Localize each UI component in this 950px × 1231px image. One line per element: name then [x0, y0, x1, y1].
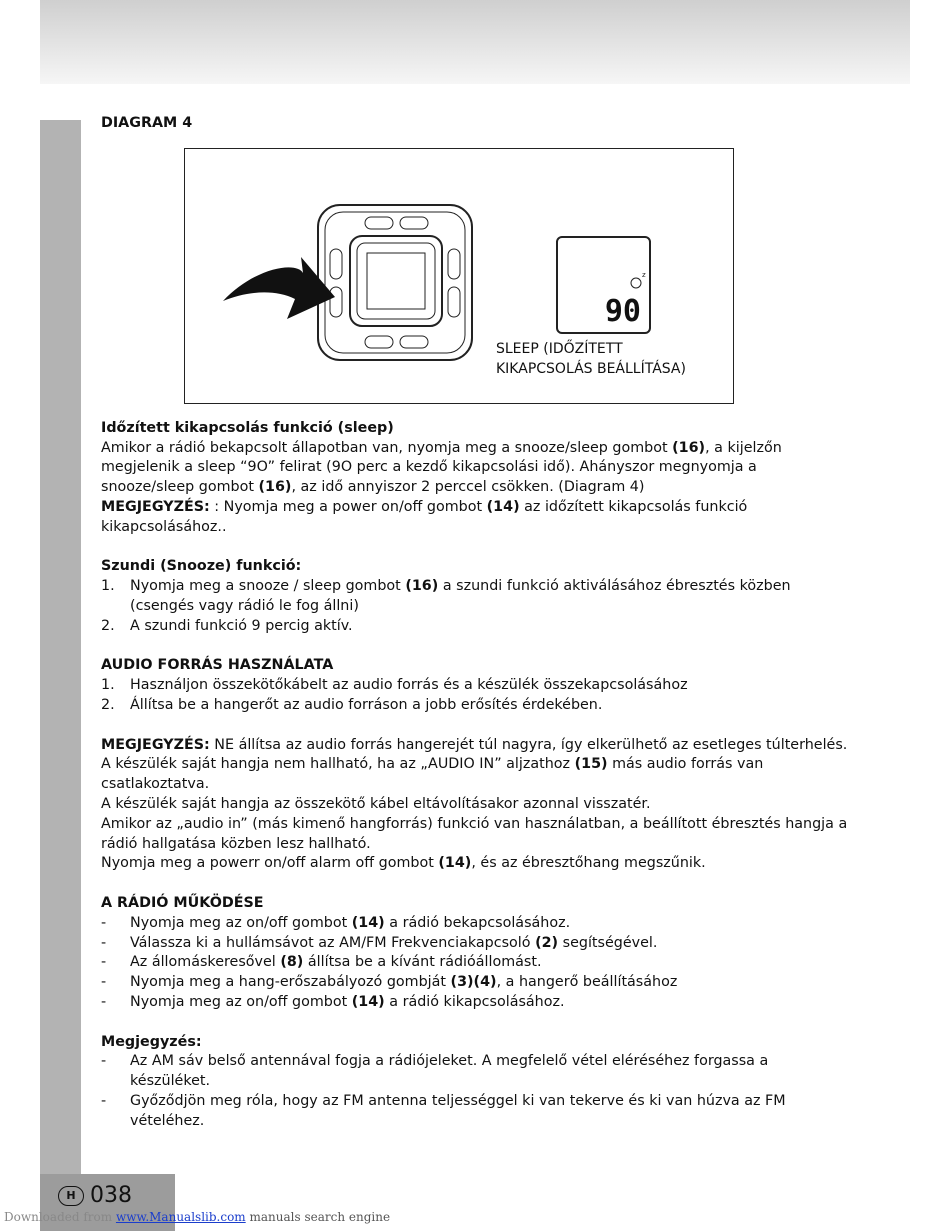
snooze-list — [101, 577, 851, 636]
footer-suffix: manuals search engine — [245, 1210, 391, 1224]
right-lower-button — [448, 287, 460, 317]
sleep-paragraph: Amikor a rádió bekapcsolt állapotban van, nyomja meg a snooze/sleep gombot (16), a kijelzőn megjelenik a sleep “9O” felirat (9O perc a kezdő kikapcsolási idő). Ahányszor megnyomja a snooze/sleep gombot (16), az idő annyiszor 2 perccel csökken. (Diagram 4) — [101, 439, 782, 496]
left-upper-button — [330, 249, 342, 279]
right-upper-button — [448, 249, 460, 279]
top-right-button — [400, 217, 428, 229]
audio-line-5: Nyomja meg a powerr on/off alarm off gombot (14), és az ébresztőhang megszűnik. — [101, 855, 706, 872]
sleep-note: MEGJEGYZÉS: : Nyomja meg a power on/off gombot (14) az időzített kikapcsolás funkció kikapcsolásához.. — [101, 498, 748, 535]
snooze-heading: Szundi (Snooze) funkció: — [101, 558, 302, 575]
language-badge: H — [58, 1186, 84, 1206]
clock-screen — [367, 253, 425, 309]
diagram-title: DIAGRAM 4 — [101, 115, 193, 131]
bottom-right-button — [400, 336, 428, 348]
bottom-left-button — [365, 336, 393, 348]
notes-list — [101, 1052, 851, 1131]
diagram-caption-line2: KIKAPCSOLÁS BEÁLLÍTÁSA) — [496, 360, 686, 377]
notes-heading: Megjegyzés: — [101, 1033, 202, 1050]
list-item: - Győződjön meg róla, hogy az FM antenna teljességgel ki van tekerve és ki van húzva az FM vételéhez. — [101, 1092, 786, 1129]
audio-heading: AUDIO FORRÁS HASZNÁLATA — [101, 657, 334, 674]
snooze-sleep-button — [330, 287, 342, 317]
diagram-caption — [496, 339, 686, 379]
lcd-value: 90 — [604, 293, 641, 329]
audio-line-3: A készülék saját hangja az összekötő kábel eltávolításakor azonnal visszatér. — [101, 795, 651, 812]
svg-text:z: z — [642, 270, 646, 279]
diagram-caption-line1: SLEEP (IDŐZÍTETT — [496, 340, 623, 357]
list-item: 2. A szundi funkció 9 percig aktív. — [101, 617, 353, 634]
audio-line-2: A készülék saját hangja nem hallható, ha az „AUDIO IN” aljzathoz (15) más audio forrás van csatlakoztatva. — [101, 756, 764, 793]
list-item: - Nyomja meg a hang-erőszabályozó gombját (3)(4), a hangerő beállításához — [101, 974, 678, 991]
list-item: - Nyomja meg az on/off gombot (14) a rádió bekapcsolásához. — [101, 914, 571, 931]
list-item: - Az állomáskeresővel (8) állítsa be a kívánt rádióállomást. — [101, 954, 542, 971]
audio-note: MEGJEGYZÉS: NE állítsa az audio forrás hangerejét túl nagyra, így elkerülhető az esetleges túlterhelés. — [101, 736, 848, 753]
audio-list — [101, 676, 851, 716]
header-band — [40, 0, 910, 84]
list-item: 2. Állítsa be a hangerőt az audio forráson a jobb erősítés érdekében. — [101, 696, 603, 713]
side-bar — [40, 120, 81, 1231]
audio-line-4: Amikor az „audio in” (más kimenő hangforrás) funkció van használatban, a beállított ébresztés hangja a rádió hallgatása közben lesz hallható. — [101, 815, 848, 852]
radio-heading: A RÁDIÓ MŰKÖDÉSE — [101, 894, 264, 911]
manualslib-link[interactable]: www.Manualslib.com — [115, 1210, 246, 1224]
top-left-button — [365, 217, 393, 229]
footer-prefix: Downloaded from — [4, 1210, 116, 1224]
list-item: - Az AM sáv belső antennával fogja a rádiójeleket. A megfelelő vétel eléréséhez forgassa a készüléket. — [101, 1053, 769, 1090]
list-item: - Válassza ki a hullámsávot az AM/FM Frekvenciakapcsoló (2) segítségével. — [101, 934, 658, 951]
list-item: 1. Használjon összekötőkábelt az audio forrás és a készülék összekapcsolásához — [101, 677, 688, 694]
diagram-4 — [184, 148, 734, 404]
list-item: - Nyomja meg az on/off gombot (14) a rádió kikapcsolásához. — [101, 993, 565, 1010]
list-item: 1. Nyomja meg a snooze / sleep gombot (16) a szundi funkció aktiválásához ébresztés közben (csengés vagy rádió le fog állni) — [101, 578, 791, 614]
sleep-heading: Időzített kikapcsolás funkció (sleep) — [101, 419, 394, 436]
radio-list — [101, 914, 851, 1013]
download-footer — [4, 1210, 390, 1224]
page-number: 038 — [90, 1183, 132, 1208]
page-content — [101, 114, 851, 1131]
